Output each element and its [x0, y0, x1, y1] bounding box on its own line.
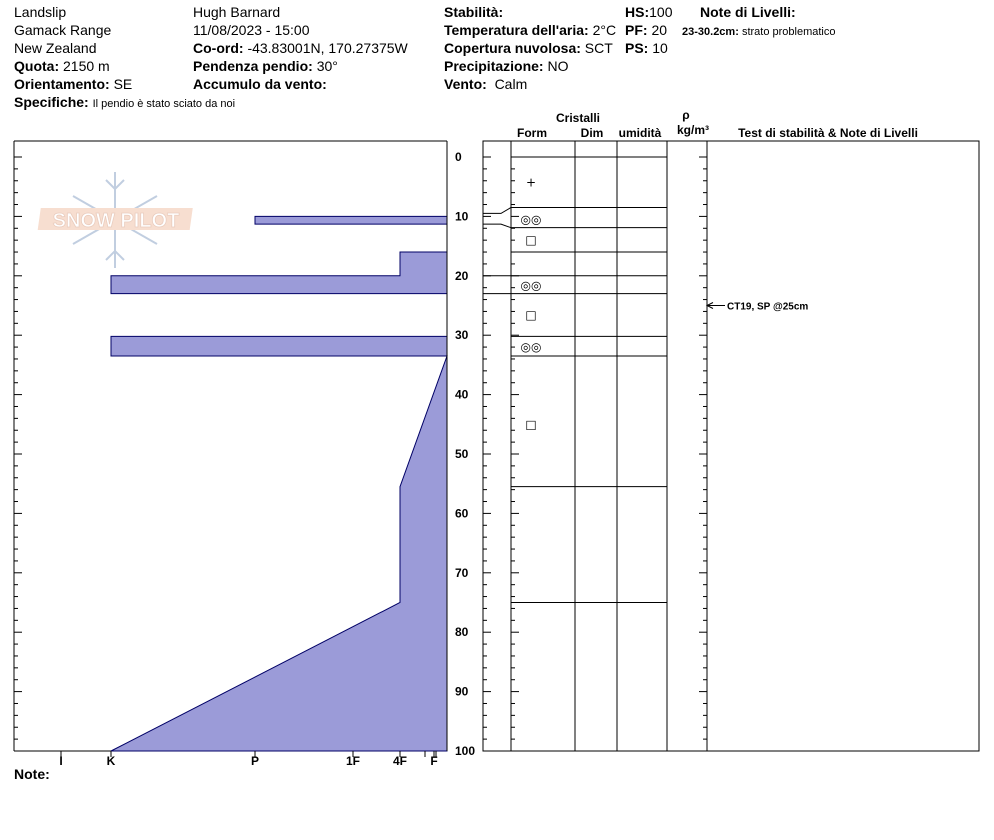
grain-form-symbol: ◎◎: [520, 340, 542, 355]
precipitation: Precipitazione: NO: [444, 58, 569, 74]
layer-connector: [483, 224, 511, 228]
grain-form-symbol: □: [525, 308, 537, 323]
depth-label: 20: [455, 268, 469, 283]
depth-label: 100: [455, 744, 476, 758]
depth-label: 60: [455, 506, 469, 521]
hardness-profile: [111, 157, 447, 751]
hardness-label-4f: 4F: [392, 754, 408, 768]
country-name: New Zealand: [14, 40, 97, 56]
range-name: Gamack Range: [14, 22, 112, 38]
layer-notes-title: Note di Livelli:: [700, 4, 796, 20]
snowpilot-logo: [38, 172, 193, 268]
stability: Stabilità:: [444, 4, 504, 20]
stability-test-label: CT19, SP @25cm: [727, 301, 809, 313]
coordinates: Co-ord: -43.83001N, 170.27375W: [193, 40, 408, 56]
depth-label: 10: [455, 209, 469, 224]
column-header-density: kg/m³: [676, 123, 710, 137]
depth-label: 50: [455, 447, 469, 461]
grain-form-symbol: □: [525, 417, 537, 432]
location-name: Landslip: [14, 4, 67, 20]
column-header-form: Form: [517, 126, 547, 140]
column-header-dim: Dim: [580, 126, 604, 140]
elevation: Quota: 2150 m: [14, 58, 110, 74]
hardness-label-i: I: [59, 754, 63, 768]
depth-label: 30: [455, 328, 469, 343]
hardness-panel: [14, 141, 447, 768]
column-header-stability: Test di stabilità & Note di Livelli: [738, 126, 918, 140]
slope-angle: Pendenza pendio: 30°: [193, 58, 338, 74]
hardness-label-k: K: [106, 754, 116, 768]
hardness-label-p: P: [250, 754, 260, 768]
aspect: Orientamento: SE: [14, 76, 133, 92]
specifics: Specifiche: Il pendio è stato sciato da noi: [14, 94, 236, 110]
grain-form-symbol: ◎◎: [520, 212, 542, 227]
depth-label: 40: [455, 387, 469, 402]
column-header-crystals: Cristalli: [555, 111, 601, 125]
wind-loading: Accumulo da vento:: [193, 76, 327, 92]
grain-form-symbol: +: [525, 175, 537, 190]
ski-penetration: PS: 10: [625, 40, 668, 56]
grain-form-symbol: □: [525, 233, 537, 248]
observer: Hugh Barnard: [193, 4, 281, 20]
svg-text:SNOW PILOT: SNOW PILOT: [52, 210, 180, 232]
hardness-label-f: F: [430, 754, 438, 768]
grain-form-symbol: ◎◎: [520, 278, 542, 293]
grain-table-frame: [483, 141, 979, 751]
depth-label: 0: [455, 150, 462, 164]
datetime: 11/08/2023 - 15:00: [193, 22, 310, 38]
column-header-rho: ρ: [682, 108, 690, 122]
wind: Vento: Calm: [444, 76, 528, 92]
layer-connector: [483, 207, 511, 213]
snow-height: HS:100: [625, 4, 673, 20]
hardness-label-1f: 1F: [345, 754, 361, 768]
column-header-humidity: umidità: [618, 126, 662, 140]
layer-note: 23-30.2cm: strato problematico: [682, 26, 836, 38]
grain-table: [455, 108, 979, 758]
air-temperature: Temperatura dell'aria: 2°C: [444, 22, 617, 38]
foot-penetration: PF: 20: [625, 22, 668, 38]
depth-label: 70: [455, 565, 469, 580]
depth-label: 90: [455, 684, 469, 699]
note-label: Note:: [14, 766, 50, 782]
cloud-cover: Copertura nuvolosa: SCT: [444, 40, 613, 56]
depth-label: 80: [455, 625, 469, 640]
